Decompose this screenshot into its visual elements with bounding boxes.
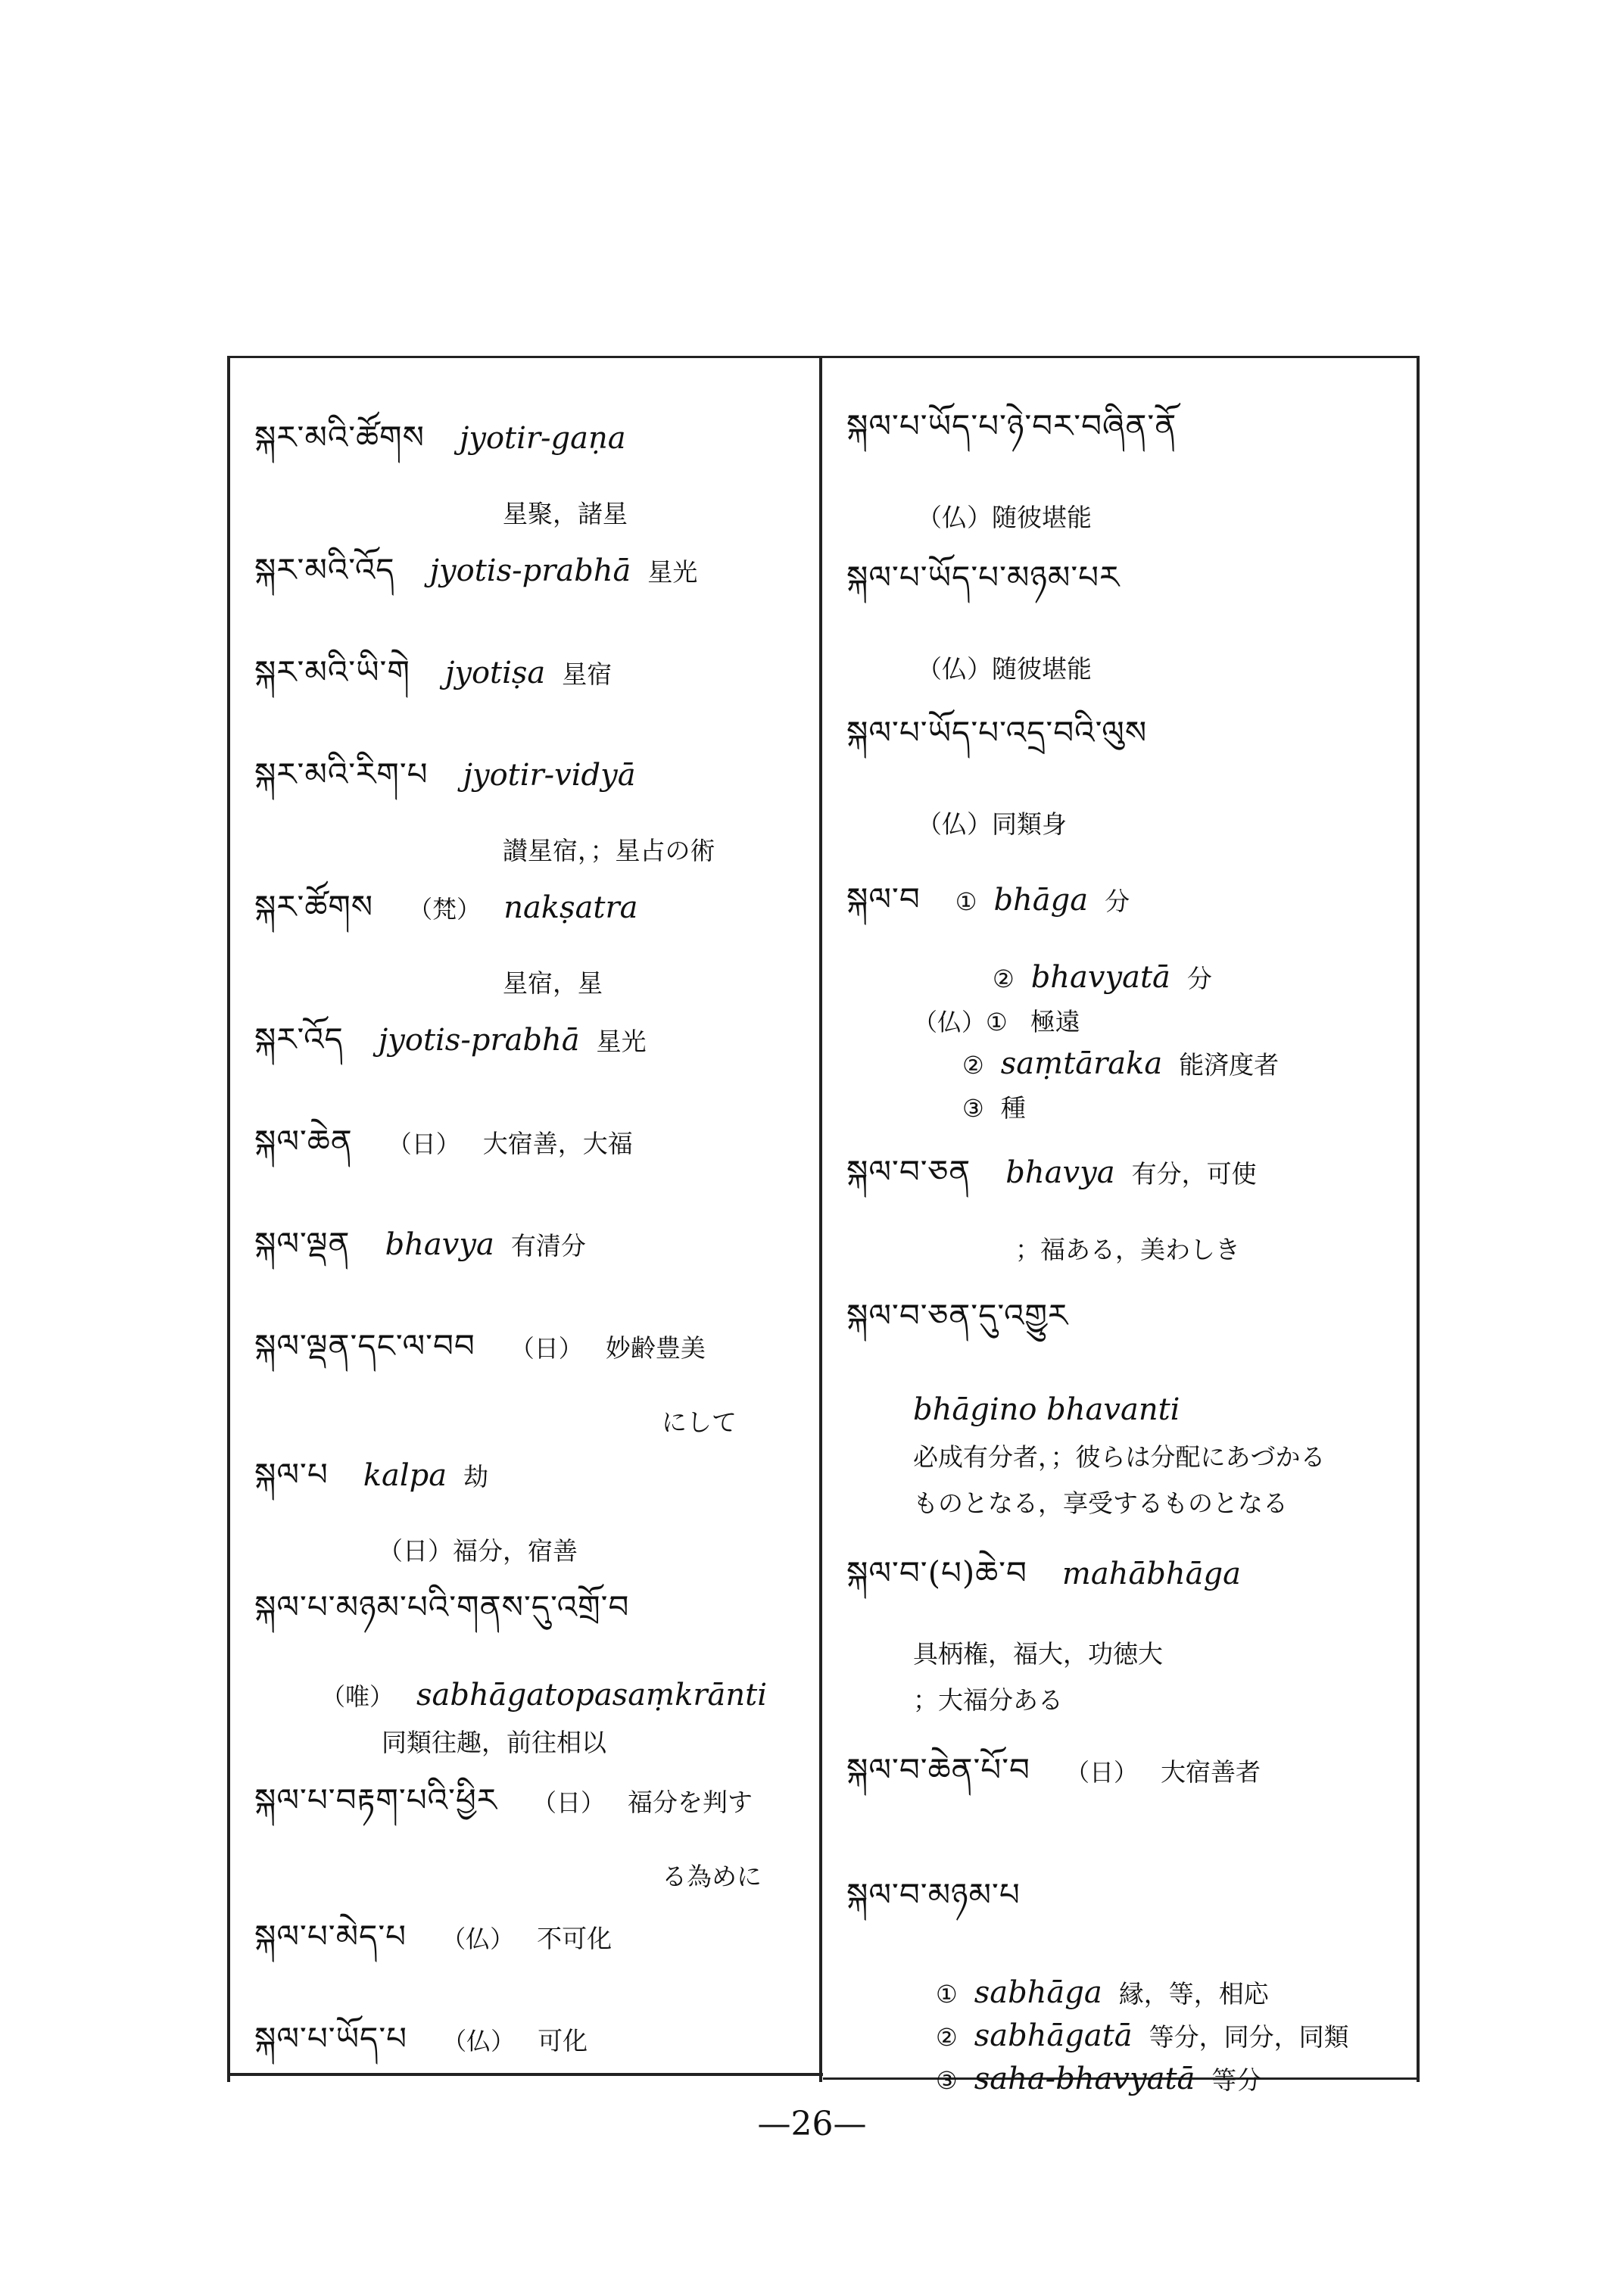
- tibetan-headword: སྐལ་བ་(པ)ཆེ་བ: [846, 1554, 1027, 1591]
- tibetan-headword: སྐལ་པ: [254, 1456, 329, 1493]
- japanese-gloss: （日）福分，宿善: [378, 1536, 578, 1566]
- sense-number: ①: [955, 887, 977, 916]
- sanskrit-term: kalpa: [363, 1458, 447, 1493]
- japanese-gloss: 有清分: [510, 1231, 586, 1261]
- sanskrit-term: jyotis-prabhā: [378, 1023, 580, 1058]
- dictionary-entry: [822, 1859, 1417, 2096]
- japanese-gloss-continued: にして: [662, 1407, 737, 1437]
- sense-number: ①: [936, 1980, 958, 2009]
- japanese-gloss: 星宿: [562, 659, 613, 689]
- dictionary-entry: [230, 1900, 819, 1990]
- tibetan-headword: སྐར་མའི་འོད: [254, 551, 395, 588]
- sanskrit-term: sabhāga: [974, 1975, 1102, 2010]
- sense-number: ③: [936, 2066, 958, 2095]
- dictionary-entry: [230, 1105, 819, 1195]
- dictionary-entry: [822, 390, 1417, 534]
- japanese-gloss: 種: [1000, 1093, 1026, 1123]
- tibetan-headword: སྐར་མའི་ཚོགས: [254, 419, 425, 456]
- japanese-gloss: 分: [1186, 964, 1212, 993]
- tibetan-headword: སྐལ་ལྡན: [254, 1225, 351, 1262]
- source-tag: （日）: [510, 1334, 583, 1363]
- page-number: —26—: [757, 2105, 867, 2143]
- tibetan-headword: སྐལ་པ་ཡོད་པ་མཉམ་པར: [846, 559, 1121, 596]
- tibetan-headword: སྐལ་བ་མཉམ་པ: [846, 1876, 1021, 1913]
- japanese-gloss: 具柄権，福大，功徳大: [913, 1639, 1163, 1669]
- tibetan-headword: སྐལ་པ་ཡོད་པ: [254, 2020, 408, 2057]
- dictionary-entry: [822, 863, 1417, 1124]
- japanese-gloss: 妙齢豊美: [605, 1333, 706, 1363]
- japanese-gloss: 讃星宿，；星占の術: [503, 836, 715, 865]
- japanese-gloss: 同類往趣，前往相以: [382, 1728, 606, 1757]
- dictionary-entry: [230, 1764, 819, 1893]
- source-tag: （日）: [532, 1788, 606, 1817]
- sanskrit-term: bhāga: [993, 883, 1089, 918]
- tibetan-headword: སྐལ་ཆེན: [254, 1123, 353, 1160]
- japanese-gloss: 星宿，星: [503, 968, 603, 998]
- dictionary-entry: [822, 1136, 1417, 1266]
- dictionary-entry: [230, 1310, 819, 1438]
- sanskrit-term: jyotir-gaṇa: [459, 421, 626, 456]
- sanskrit-term: bhavya: [1005, 1155, 1115, 1190]
- japanese-gloss: 星光: [647, 557, 698, 587]
- dictionary-entry: [822, 1279, 1417, 1519]
- tibetan-headword: སྐལ་བ: [846, 881, 921, 918]
- japanese-gloss: 必成有分者，；彼らは分配にあづかる: [913, 1442, 1326, 1472]
- japanese-gloss: （仏）随彼堪能: [917, 654, 1092, 684]
- japanese-gloss: 分: [1105, 887, 1130, 916]
- japanese-gloss-continued: ものとなる，享受するものとなる: [913, 1488, 1288, 1518]
- sense-number: ③: [962, 1094, 984, 1123]
- tibetan-headword: སྐར་ཚོགས: [254, 888, 374, 925]
- japanese-gloss: 劫: [463, 1462, 489, 1491]
- sanskrit-term: sabhāgatopasaṃkrānti: [416, 1678, 768, 1713]
- dictionary-entry: [230, 534, 819, 624]
- tibetan-headword: སྐར་མའི་རིག་པ: [254, 756, 429, 793]
- japanese-gloss: 等分，同分，同類: [1149, 2022, 1349, 2052]
- dictionary-entry: [230, 1571, 819, 1759]
- sanskrit-term: nakṣatra: [503, 890, 638, 925]
- dictionary-entry: [230, 401, 819, 530]
- sense-number: ②: [993, 965, 1015, 993]
- dictionary-entry: [822, 1734, 1417, 1824]
- tibetan-headword: སྐལ་བ་ཅན་དུ་འགྱུར: [846, 1297, 1069, 1334]
- sense-number: ②: [962, 1051, 984, 1080]
- japanese-gloss: 福分を判す: [628, 1788, 753, 1817]
- source-tag: （唯）: [321, 1682, 394, 1711]
- dictionary-entry: [822, 1537, 1417, 1716]
- japanese-gloss: 可化: [538, 2026, 588, 2056]
- sense-number: ②: [936, 2023, 958, 2052]
- source-tag: （仏）①: [913, 1008, 1008, 1036]
- sanskrit-term: sabhāgatā: [974, 2018, 1133, 2053]
- source-tag: （日）: [387, 1130, 460, 1158]
- tibetan-headword: སྐལ་ལྡན་དང་ལ་བབ: [254, 1327, 475, 1364]
- japanese-gloss: （仏）同類身: [917, 809, 1067, 839]
- japanese-gloss-continued: ；福ある，美わしき: [1015, 1235, 1240, 1264]
- sanskrit-term: saha-bhavyatā: [974, 2062, 1195, 2096]
- tibetan-headword: སྐལ་པ་བརྟག་པའི་ཕྱིར: [254, 1781, 498, 1819]
- japanese-gloss: 極遠: [1030, 1007, 1080, 1036]
- sanskrit-term: bhavya: [385, 1227, 494, 1262]
- dictionary-entry: [230, 1003, 819, 1093]
- tibetan-headword: སྐར་འོད: [254, 1021, 344, 1058]
- tibetan-headword: སྐལ་པ་ཡོད་པ་ཉེ་བར་བཞིན་ནོ: [846, 407, 1177, 444]
- sanskrit-term: mahābhāga: [1061, 1557, 1241, 1591]
- dictionary-entry: [230, 1438, 819, 1567]
- dictionary-entry: [230, 738, 819, 867]
- tibetan-headword: སྐལ་བ་ཆེན་པོ་བ: [846, 1751, 1030, 1788]
- source-tag: （仏）: [441, 1925, 515, 1953]
- sanskrit-term: saṃtāraka: [1000, 1046, 1163, 1081]
- source-tag: （日）: [1064, 1758, 1138, 1787]
- dictionary-entry: [822, 541, 1417, 685]
- japanese-gloss-continued: ；大福分ある: [913, 1685, 1063, 1715]
- left-column: [230, 356, 819, 2074]
- japanese-gloss: 有分，可使: [1131, 1159, 1257, 1189]
- japanese-gloss: 大宿善，大福: [482, 1129, 633, 1158]
- japanese-gloss: 星光: [596, 1027, 647, 1056]
- japanese-gloss: 等分: [1211, 2065, 1262, 2095]
- dictionary-entry: [230, 636, 819, 726]
- japanese-gloss: 縁，等，相応: [1118, 1979, 1269, 2009]
- tibetan-headword: སྐལ་བ་ཅན: [846, 1153, 971, 1190]
- source-tag: （梵）: [408, 895, 482, 924]
- sanskrit-term: jyotis-prabhā: [429, 553, 631, 588]
- sanskrit-term: jyotiṣa: [444, 656, 546, 690]
- tibetan-headword: སྐལ་པ་མེད་པ: [254, 1918, 407, 1955]
- source-tag: （仏）: [442, 2027, 516, 2056]
- sanskrit-term: bhavyatā: [1030, 960, 1170, 995]
- japanese-gloss: 星聚，諸星: [503, 499, 628, 528]
- tibetan-headword: སྐལ་པ་མཉམ་པའི་གནས་དུ་འགྲོ་བ: [254, 1588, 630, 1625]
- japanese-gloss: 能済度者: [1179, 1050, 1280, 1080]
- japanese-gloss: 不可化: [537, 1924, 613, 1953]
- tibetan-headword: སྐལ་པ་ཡོད་པ་འདྲ་བའི་ལུས: [846, 714, 1148, 751]
- dictionary-entry: [230, 2003, 819, 2093]
- tibetan-headword: སྐར་མའི་ཡི་གེ: [254, 653, 410, 690]
- sanskrit-term: bhāgino bhavanti: [913, 1392, 1180, 1427]
- dictionary-entry: [230, 1208, 819, 1298]
- japanese-gloss: （仏）随彼堪能: [917, 503, 1092, 532]
- sanskrit-term: jyotir-vidyā: [463, 758, 636, 793]
- dictionary-entry: [822, 697, 1417, 840]
- japanese-gloss-continued: る為めに: [662, 1862, 762, 1891]
- japanese-gloss: 大宿善者: [1160, 1757, 1261, 1787]
- right-column: [822, 356, 1417, 2096]
- dictionary-entry: [230, 871, 819, 999]
